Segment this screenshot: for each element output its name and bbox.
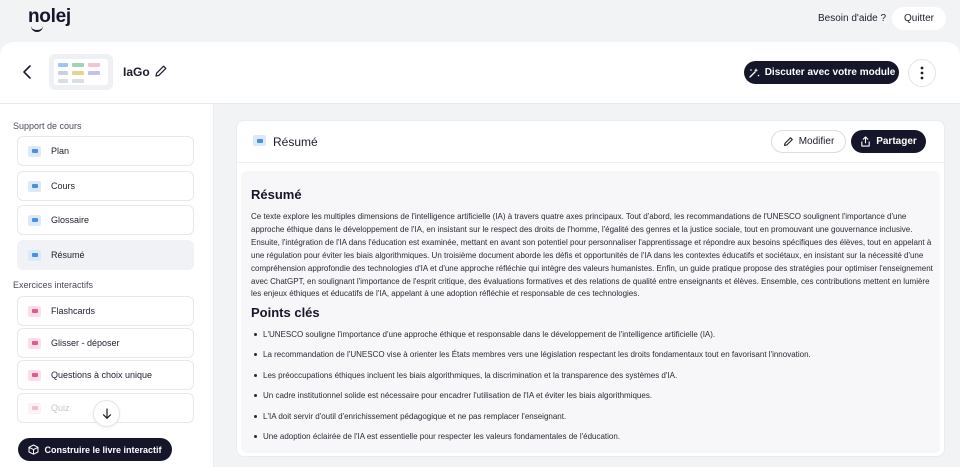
section-title-support: Support de cours [13,121,82,131]
module-header [0,42,960,104]
drag-drop-icon [28,338,41,349]
module-thumbnail [49,54,113,90]
pencil-icon[interactable] [154,64,168,78]
modify-button[interactable] [771,130,846,153]
course-icon [28,181,41,192]
sidebar-item-plan[interactable] [17,136,194,166]
sidebar [0,104,214,467]
keypoint-item: Un cadre institutionnel solide est nécessaire pour encadrer l'utilisation de l'IA et éviter les biais algorithmiques. [251,390,935,410]
sidebar-item-label: Résumé [51,250,85,260]
help-link[interactable]: Besoin d'aide ? [818,13,887,24]
cube-icon [28,444,39,455]
glossary-icon [28,215,41,226]
summary-panel [236,120,945,457]
pencil-icon [783,136,794,147]
share-icon [860,136,871,147]
top-bar [0,0,960,42]
module-name: IaGo [123,65,150,79]
scroll-down-button[interactable] [93,400,120,427]
sidebar-item-drag-drop[interactable] [17,328,194,358]
plan-icon [28,146,41,157]
sidebar-item-label: Plan [51,146,70,156]
vertical-dots-icon [920,66,924,80]
quiz-icon [28,403,41,414]
sidebar-item-cours[interactable] [17,171,194,201]
sidebar-item-label: Quiz [51,403,70,413]
section-title-exercises: Exercices interactifs [13,280,94,290]
keypoint-item: La recommandation de l'UNESCO vise à orienter les États membres vers une législation respectant les droits fondamentaux tout en favorisant l'innovation. [251,349,935,369]
panel-title: Résumé [273,135,318,149]
logo-smile-icon [31,26,43,32]
modify-label: Modifier [798,136,835,147]
summary-icon [253,135,266,146]
build-book-label: Construire le livre interactif [44,444,162,455]
sidebar-item-label: Glisser - déposer [51,338,120,348]
sidebar-item-label: Glossaire [51,215,90,225]
single-choice-icon [28,370,41,381]
share-label: Partager [876,136,917,147]
summary-text: Ce texte explore les multiples dimensions de l'intelligence artificielle (IA) à travers quatre axes principaux. Tout d'abord, les recommandations de l'UNESCO soulignent l'importance d'une approche éthique dans le développement de l'IA, en insistant sur le respect des droits de l'homme, l'égalité des genres et la justice sociale, tout en promouvant une gouvernance inclusive. Ensuite, l'intégration de l'IA dans l'éducation est examinée, mettant en avant son potentiel pour personnaliser l'apprentissage et répondre aux besoins spécifiques des élèves, tout en appelant à une régulation pour éviter les biais algorithmiques. Un troisième document aborde les défis et opportunités de l'IA dans les contextes éducatifs et sociétaux, en insistant sur la nécessité d'une compréhension approfondie des technologies d'IA et d'une approche réfléchie qui intègre des valeurs humanistes. Enfin, un guide pratique propose des stratégies pour optimiser l'enseignement avec ChatGPT, en soulignant l'importance de l'esprit critique, des évaluations formatives et des relations de qualité entre enseignants et élèves. Ensemble, ces contributions mettent en lumière les enjeux éthiques et éducatifs de l'IA, appelant à une adoption réfléchie et responsable de ces technologies. [251,212,933,299]
keypoints-heading: Points clés [251,305,320,320]
sidebar-item-glossaire[interactable] [17,205,194,235]
sidebar-item-flashcards[interactable] [17,296,194,326]
keypoint-item: Les préoccupations éthiques incluent les biais algorithmiques, la discrimination et la transparence des systèmes d'IA. [251,370,935,390]
build-book-button[interactable] [18,438,172,461]
more-options-button[interactable] [908,59,936,87]
keypoints-list [251,329,935,451]
discuss-label: Discuter avec votre module [764,67,896,78]
keypoint-item: L'UNESCO souligne l'importance d'une approche éthique et responsable dans le développement de l'intelligence artificielle (IA). [251,329,935,349]
summary-panel-header [237,121,944,163]
sidebar-item-label: Questions à choix unique [51,370,153,380]
sidebar-item-single-choice[interactable] [17,360,194,390]
app-logo[interactable]: nolej [28,6,71,27]
keypoint-item: Une adoption éclairée de l'IA est essentielle pour respecter les valeurs fondamentales de l'éducation. [251,431,935,451]
discuss-module-button[interactable] [744,61,899,84]
keypoint-item: L'IA doit servir d'outil d'enrichissement pédagogique et ne pas remplacer l'enseignant. [251,411,935,431]
magic-wand-icon [748,67,760,79]
sidebar-item-resume[interactable] [17,240,194,270]
summary-content [241,171,940,453]
share-button[interactable] [851,130,926,153]
flashcards-icon [28,306,41,317]
quit-button[interactable]: Quitter [892,7,946,30]
summary-heading: Résumé [251,187,302,202]
back-arrow-icon[interactable] [20,64,34,80]
summary-icon [28,250,41,261]
arrow-down-icon [102,408,112,420]
sidebar-item-label: Cours [51,181,76,191]
sidebar-item-label: Flashcards [51,306,96,316]
